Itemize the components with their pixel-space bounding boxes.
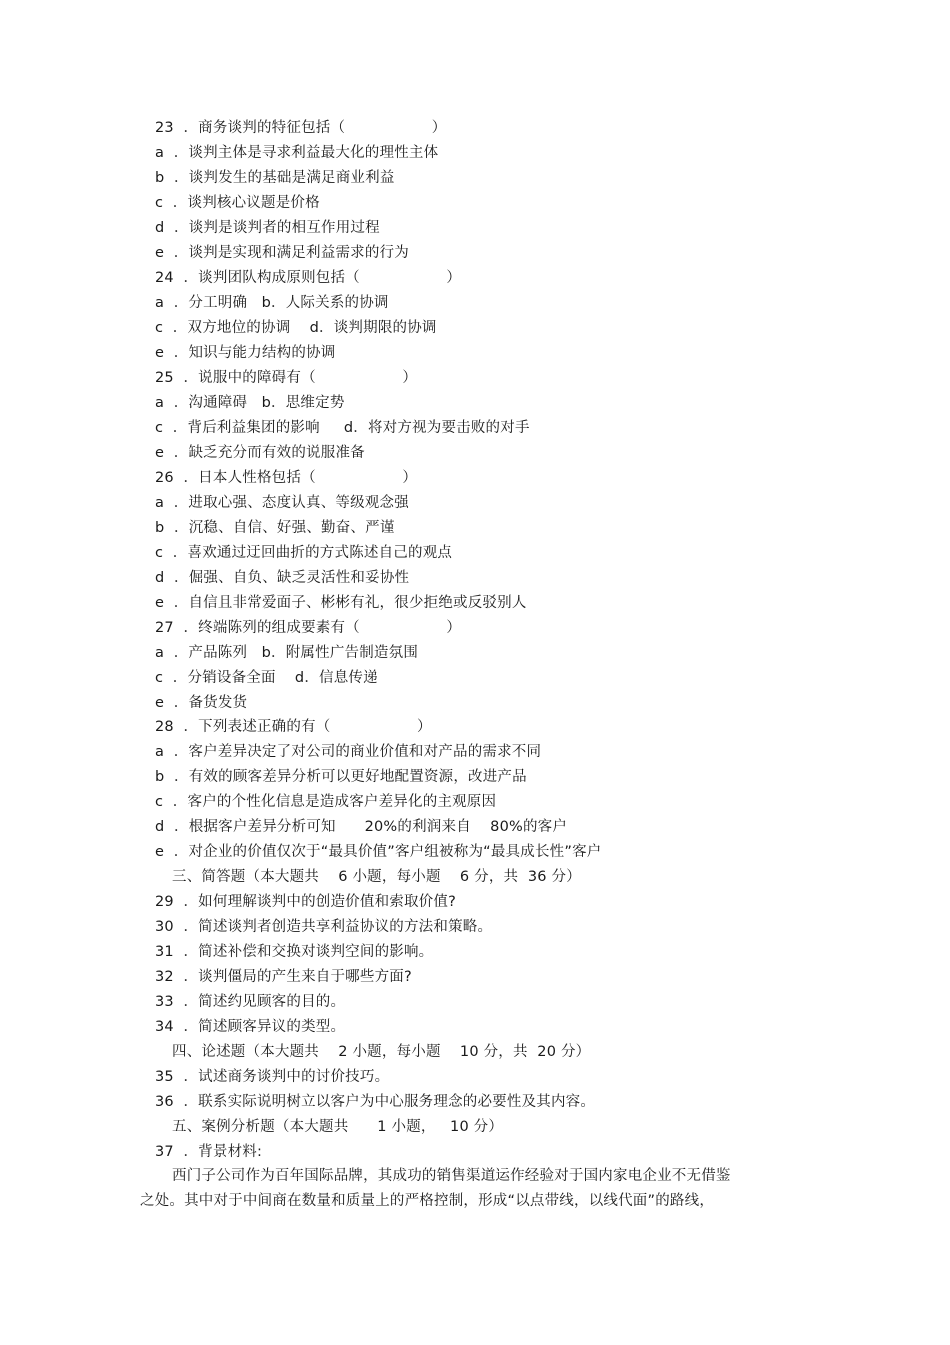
question-32: 32 ．谈判僵局的产生来自于哪些方面? bbox=[155, 969, 412, 985]
option-e: e ．缺乏充分而有效的说服准备 bbox=[155, 445, 365, 461]
question-23: 23 ．商务谈判的特征包括（ ） bbox=[155, 120, 447, 136]
section-heading-case: 五、案例分析题（本大题共 1 小题， 10 分） bbox=[172, 1119, 504, 1135]
option-cd: c ．双方地位的协调 d．谈判期限的协调 bbox=[155, 320, 437, 336]
question-24: 24 ．谈判团队构成原则包括（ ） bbox=[155, 270, 462, 286]
question-34: 34 ．简述顾客异议的类型。 bbox=[155, 1019, 346, 1035]
option-d: d ．根据客户差异分析可知 20%的利润来自 80%的客户 bbox=[155, 819, 568, 835]
question-31: 31 ．简述补偿和交换对谈判空间的影响。 bbox=[155, 944, 434, 960]
option-b: b ．谈判发生的基础是满足商业利益 bbox=[155, 170, 395, 186]
question-37: 37 ．背景材料: bbox=[155, 1144, 263, 1160]
section-heading-short-answer: 三、简答题（本大题共 6 小题，每小题 6 分，共 36 分） bbox=[172, 869, 581, 885]
option-a: a ．谈判主体是寻求利益最大化的理性主体 bbox=[155, 145, 439, 161]
case-paragraph-line-2: 之处。其中对于中间商在数量和质量上的严格控制，形成“以点带线，以线代面”的路线， bbox=[140, 1193, 715, 1209]
option-a: a ．客户差异决定了对公司的商业价值和对产品的需求不同 bbox=[155, 744, 542, 760]
option-e: e ．自信且非常爱面子、彬彬有礼，很少拒绝或反驳别人 bbox=[155, 595, 527, 611]
option-c: c ．谈判核心议题是价格 bbox=[155, 195, 320, 211]
option-d: d ．倔强、自负、缺乏灵活性和妥协性 bbox=[155, 570, 410, 586]
option-a: a ．进取心强、态度认真、等级观念强 bbox=[155, 495, 409, 511]
question-27: 27 ．终端陈列的组成要素有（ ） bbox=[155, 620, 462, 636]
option-b: b ．有效的顾客差异分析可以更好地配置资源，改进产品 bbox=[155, 769, 527, 785]
option-d: d ．谈判是谈判者的相互作用过程 bbox=[155, 220, 380, 236]
option-cd: c ．背后利益集团的影响 d．将对方视为要击败的对手 bbox=[155, 420, 530, 436]
question-28: 28 ．下列表述正确的有（ ） bbox=[155, 719, 432, 735]
case-paragraph-line-1: 西门子公司作为百年国际品牌，其成功的销售渠道运作经验对于国内家电企业不无借鉴 bbox=[172, 1168, 731, 1184]
question-25: 25 ．说服中的障碍有（ ） bbox=[155, 370, 418, 386]
option-e: e ．对企业的价值仅次于“最具价值”客户组被称为“最具成长性”客户 bbox=[155, 844, 602, 860]
option-c: c ．喜欢通过迂回曲折的方式陈述自己的观点 bbox=[155, 545, 453, 561]
option-c: c ．客户的个性化信息是造成客户差异化的主观原因 bbox=[155, 794, 497, 810]
option-e: e ．谈判是实现和满足利益需求的行为 bbox=[155, 245, 409, 261]
option-ab: a ．沟通障碍 b．思维定势 bbox=[155, 395, 345, 411]
question-36: 36 ．联系实际说明树立以客户为中心服务理念的必要性及其内容。 bbox=[155, 1094, 596, 1110]
option-cd: c ．分销设备全面 d．信息传递 bbox=[155, 670, 378, 686]
question-26: 26 ．日本人性格包括（ ） bbox=[155, 470, 418, 486]
question-35: 35 ．试述商务谈判中的讨价技巧。 bbox=[155, 1069, 390, 1085]
option-e: e ．知识与能力结构的协调 bbox=[155, 345, 336, 361]
option-e: e ．备货发货 bbox=[155, 695, 248, 711]
question-33: 33 ．简述约见顾客的目的。 bbox=[155, 994, 346, 1010]
option-b: b ．沉稳、自信、好强、勤奋、严谨 bbox=[155, 520, 395, 536]
section-heading-essay: 四、论述题（本大题共 2 小题，每小题 10 分，共 20 分） bbox=[172, 1044, 591, 1060]
option-ab: a ．产品陈列 b．附属性广告制造氛围 bbox=[155, 645, 419, 661]
question-30: 30 ．简述谈判者创造共享利益协议的方法和策略。 bbox=[155, 919, 493, 935]
option-ab: a ．分工明确 b．人际关系的协调 bbox=[155, 295, 389, 311]
question-29: 29 ．如何理解谈判中的创造价值和索取价值? bbox=[155, 894, 456, 910]
